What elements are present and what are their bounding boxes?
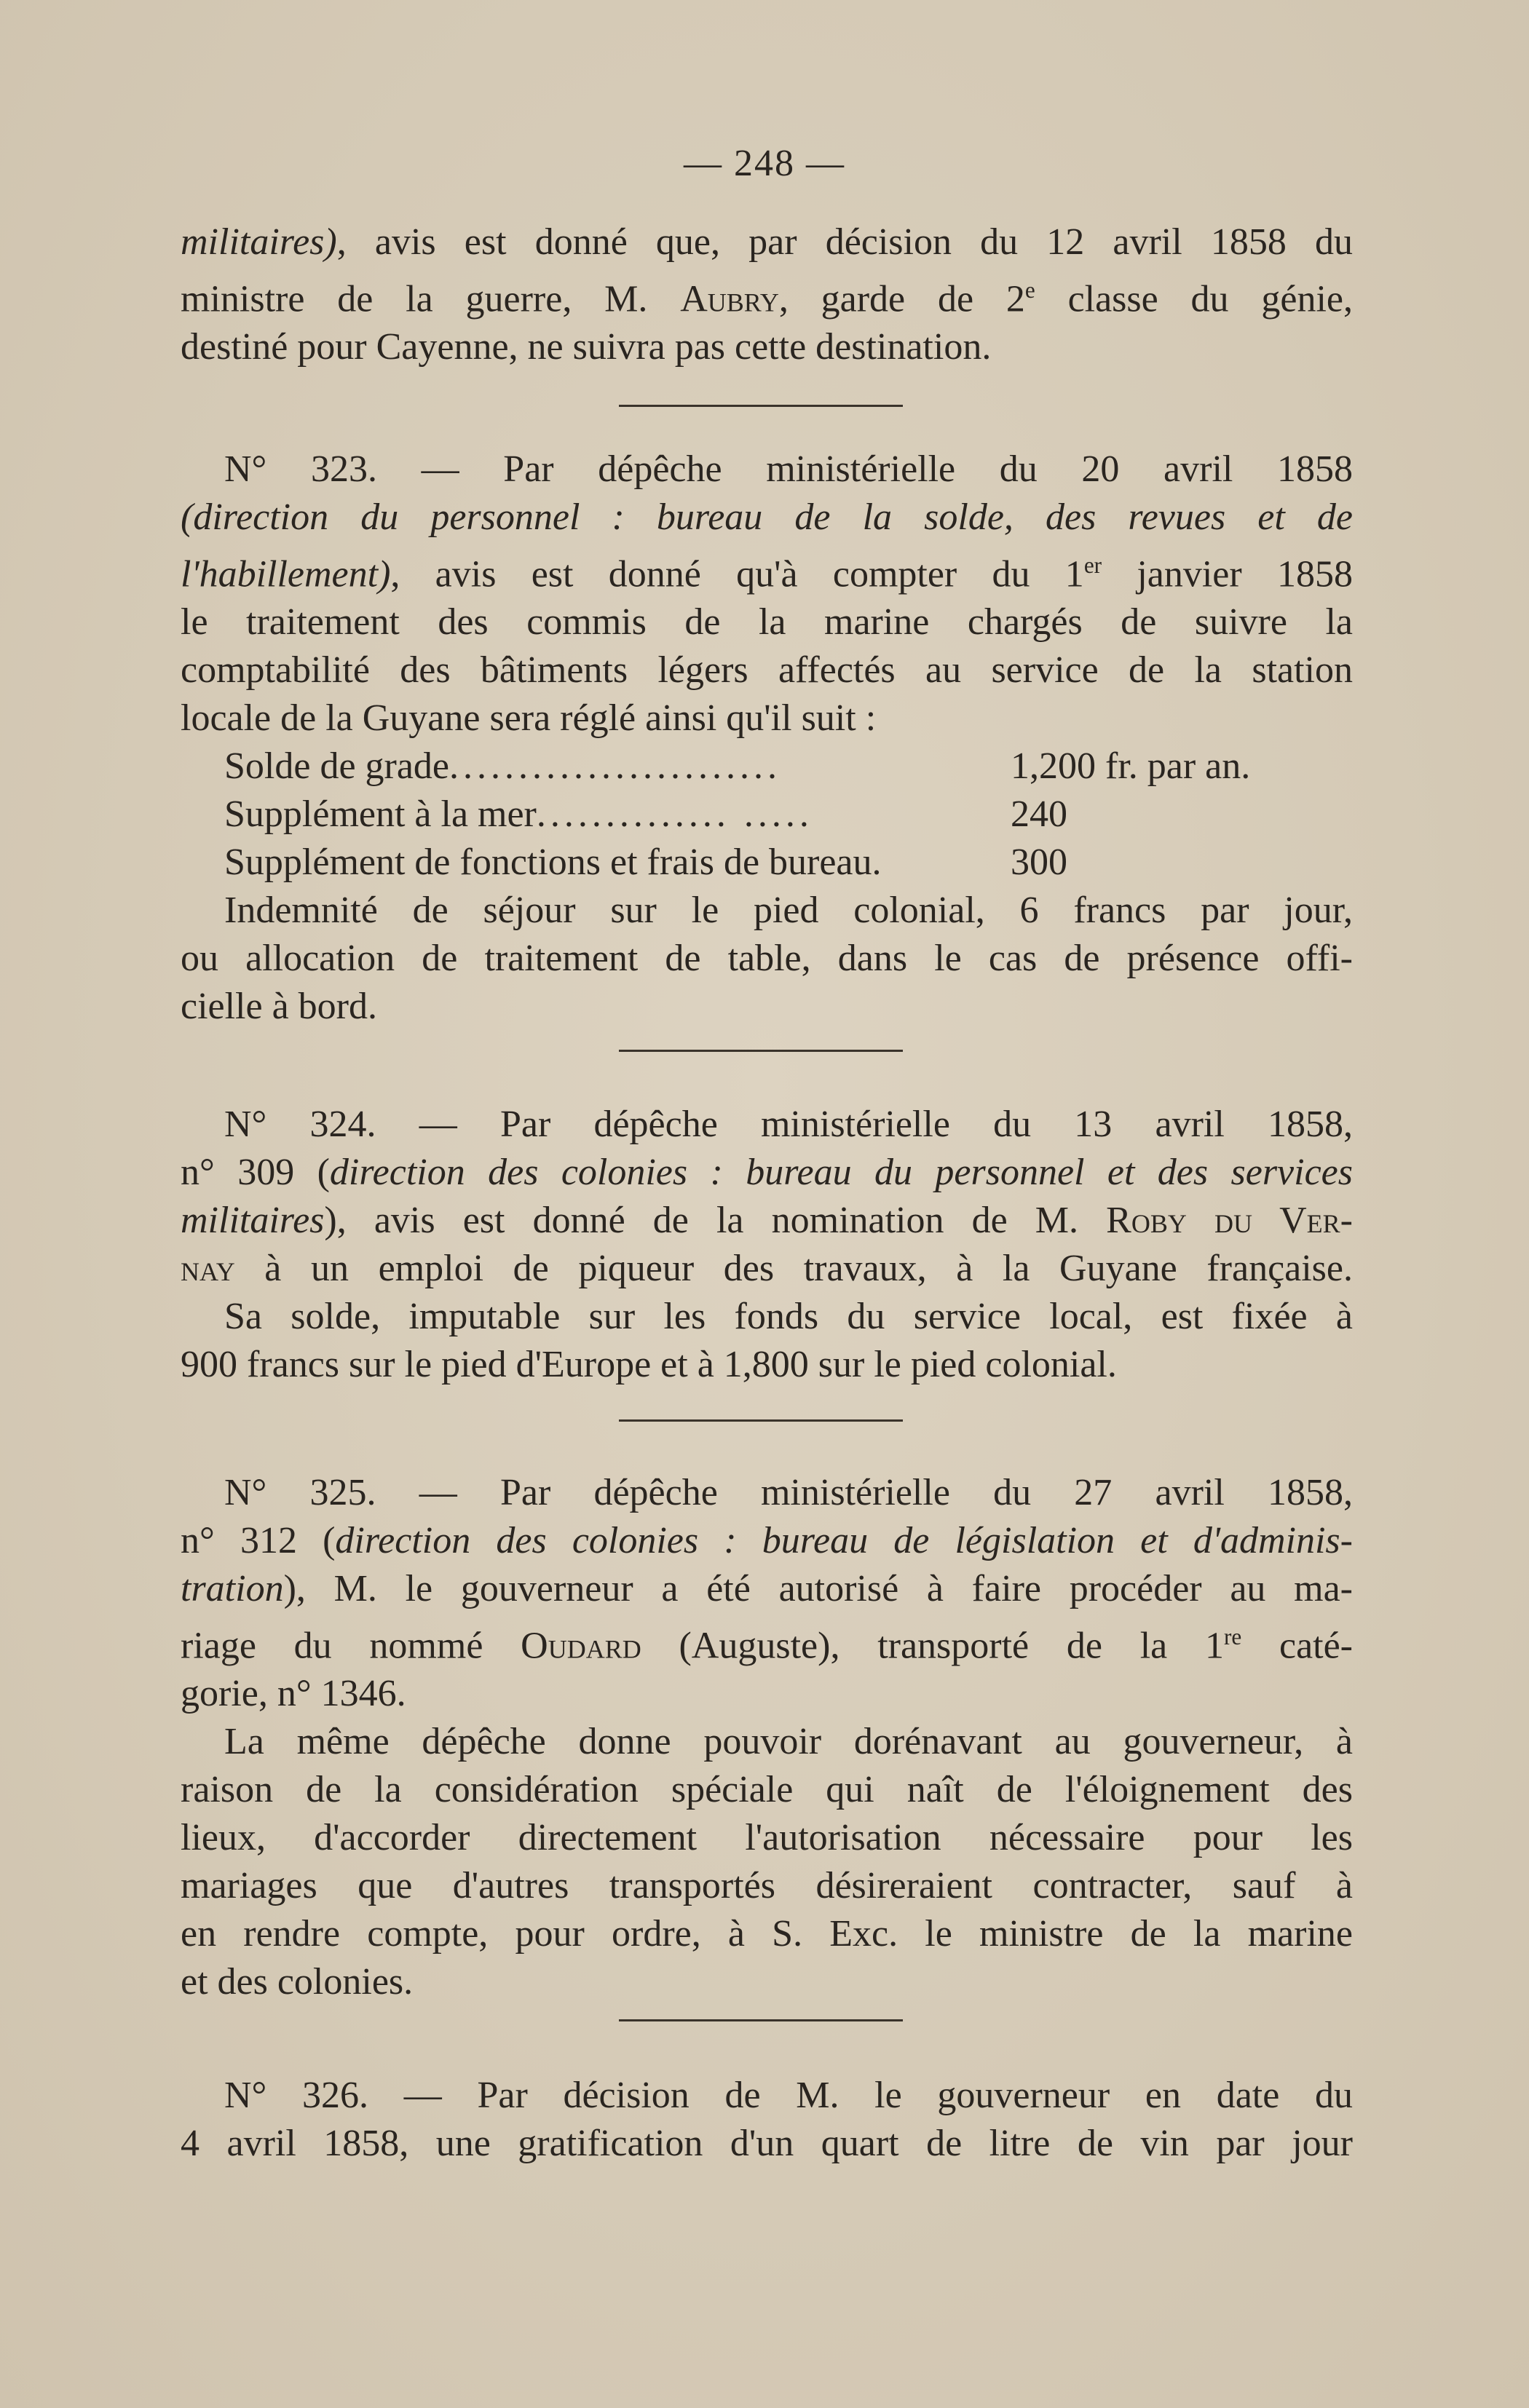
separator-rule [619,1050,903,1052]
superscript: er [1083,553,1102,578]
text-span: N° 325. — Par dépêche ministérielle du 27 avril 1858, [224,1472,1353,1513]
text-span: , avis est donné que, par décision du 12 avril 1858 du [336,221,1353,263]
text-line [181,1197,1353,1245]
text-line [181,1814,1353,1862]
text-span: , avis est donné qu'à compter du 1 [390,553,1084,595]
superscript: e [1024,277,1035,303]
text-line [181,1613,1353,1670]
text-line [181,2072,1353,2120]
salary-table-row [181,791,1353,839]
text-line [181,1766,1353,1814]
text-span: classe du génie, [1035,278,1353,320]
text-span: en rendre compte, pour ordre, à S. Exc. le ministre de la marine [181,1913,1353,1955]
text-span: , garde de 2 [778,278,1025,320]
leader-dots: .............. ..... [536,793,813,836]
italic-text: l'habillement) [181,553,391,595]
text-line [181,598,1353,646]
text-line [181,542,1353,598]
text-span: gorie, n° 1346. [181,1673,406,1715]
text-span: mariages que d'autres transportés désireraient contracter, sauf à [181,1865,1353,1907]
text-span: ), M. le gouverneur a été autorisé à faire procéder au ma- [283,1568,1353,1609]
text-line [181,1718,1353,1766]
leader-dots: ........................ [449,745,782,788]
entry-323 [181,445,1353,1031]
text-line [181,1862,1353,1910]
text-span: destiné pour Cayenne, ne suivra pas cette destination. [181,326,992,368]
text-span: le traitement des commis de la marine chargés de suivre la [181,601,1353,643]
small-caps-name: Roby du Ver- [1106,1200,1353,1241]
text-line [181,1958,1353,2006]
text-line [181,983,1353,1031]
text-span: comptabilité des bâtiments légers affectés au service de la station [181,649,1353,692]
text-line [181,2120,1353,2168]
text-line [181,1910,1353,1958]
text-span: raison de la considération spéciale qui naît de l'éloignement des [181,1769,1353,1811]
text-span: et des colonies. [181,1961,414,2003]
text-line [181,1101,1353,1149]
text-line [181,494,1353,542]
text-line [181,887,1353,935]
text-span: N° 323. — Par dépêche ministérielle du 20 avril 1858 [224,448,1353,490]
italic-text: (direction du personnel : bureau de la solde, des revues et de [181,496,1353,538]
superscript: re [1224,1624,1242,1649]
salary-amount: 300 [1011,841,1067,884]
text-span: N° 326. — Par décision de M. le gouverneur en date du [224,2075,1353,2116]
text-span: riage du nommé [181,1625,521,1667]
text-span: ou allocation de traitement de table, dans le cas de présence offi- [181,938,1353,980]
text-span: La même dépêche donne pouvoir dorénavant au gouverneur, à [224,1721,1353,1763]
italic-text: direction des colonies : bureau de législation et d'adminis- [335,1520,1353,1561]
text-line [181,1517,1353,1565]
text-line [181,694,1353,742]
leader-dots [882,839,993,887]
small-caps-name: nay [181,1248,235,1289]
text-span: N° 324. — Par dépêche ministérielle du 13 avril 1858, [224,1104,1353,1145]
text-line [181,935,1353,983]
text-line [181,646,1353,694]
text-span: n° 309 ( [181,1152,330,1193]
text-span: ministre de la guerre, M. [181,278,681,320]
text-span: Sa solde, imputable sur les fonds du service local, est fixée à [224,1296,1353,1337]
entry-324 [181,1101,1353,1389]
salary-amount: 1,200 fr. par an. [1011,745,1251,788]
italic-text: tration [181,1568,284,1609]
salary-item-label: Supplément de fonctions et frais de bureau. [224,841,882,884]
text-line [181,218,1353,266]
text-line [181,266,1353,323]
page-number: — 248 — [684,143,845,184]
small-caps-name: Aubry [680,278,779,320]
entry-326 [181,2072,1353,2168]
text-line [181,1469,1353,1517]
italic-text: militaires) [181,221,337,263]
text-span: 4 avril 1858, une gratification d'un quart de litre de vin par jour [181,2123,1353,2164]
entry-325 [181,1469,1353,2006]
small-caps-name: Oudard [521,1625,641,1667]
text-line [181,1293,1353,1341]
text-span: caté- [1241,1625,1353,1667]
text-line [181,1149,1353,1197]
text-line [181,1341,1353,1389]
separator-rule [619,1419,903,1422]
salary-item-label: Solde de grade [224,745,450,788]
text-line [181,445,1353,494]
salary-amount: 240 [1011,793,1067,836]
text-span: Indemnité de séjour sur le pied colonial, 6 francs par jour, [224,890,1353,932]
text-span: ), avis est donné de la nomination de M. [324,1200,1107,1241]
text-span: janvier 1858 [1102,553,1353,595]
top-paragraph [181,218,1353,371]
salary-item-label: Supplément à la mer [224,793,537,836]
separator-rule [619,2019,903,2021]
text-span: à un emploi de piqueur des travaux, à la Guyane française. [234,1248,1353,1289]
text-span: cielle à bord. [181,986,377,1028]
text-line [181,1565,1353,1613]
text-line [181,1245,1353,1293]
italic-text: militaires [181,1200,325,1241]
separator-rule [619,405,903,407]
text-span: n° 312 ( [181,1520,336,1561]
text-span: lieux, d'accorder directement l'autorisation nécessaire pour les [181,1817,1353,1859]
text-span: (Auguste), transporté de la 1 [641,1625,1224,1667]
text-line [181,323,1353,371]
text-span: 900 francs sur le pied d'Europe et à 1,800 sur le pied colonial. [181,1344,1117,1385]
italic-text: direction des colonies : bureau du personnel et des services [329,1152,1353,1193]
text-line [181,1670,1353,1718]
salary-table-row [181,839,1353,887]
text-span: locale de la Guyane sera réglé ainsi qu'il suit : [181,697,877,740]
salary-table-row [181,742,1353,791]
